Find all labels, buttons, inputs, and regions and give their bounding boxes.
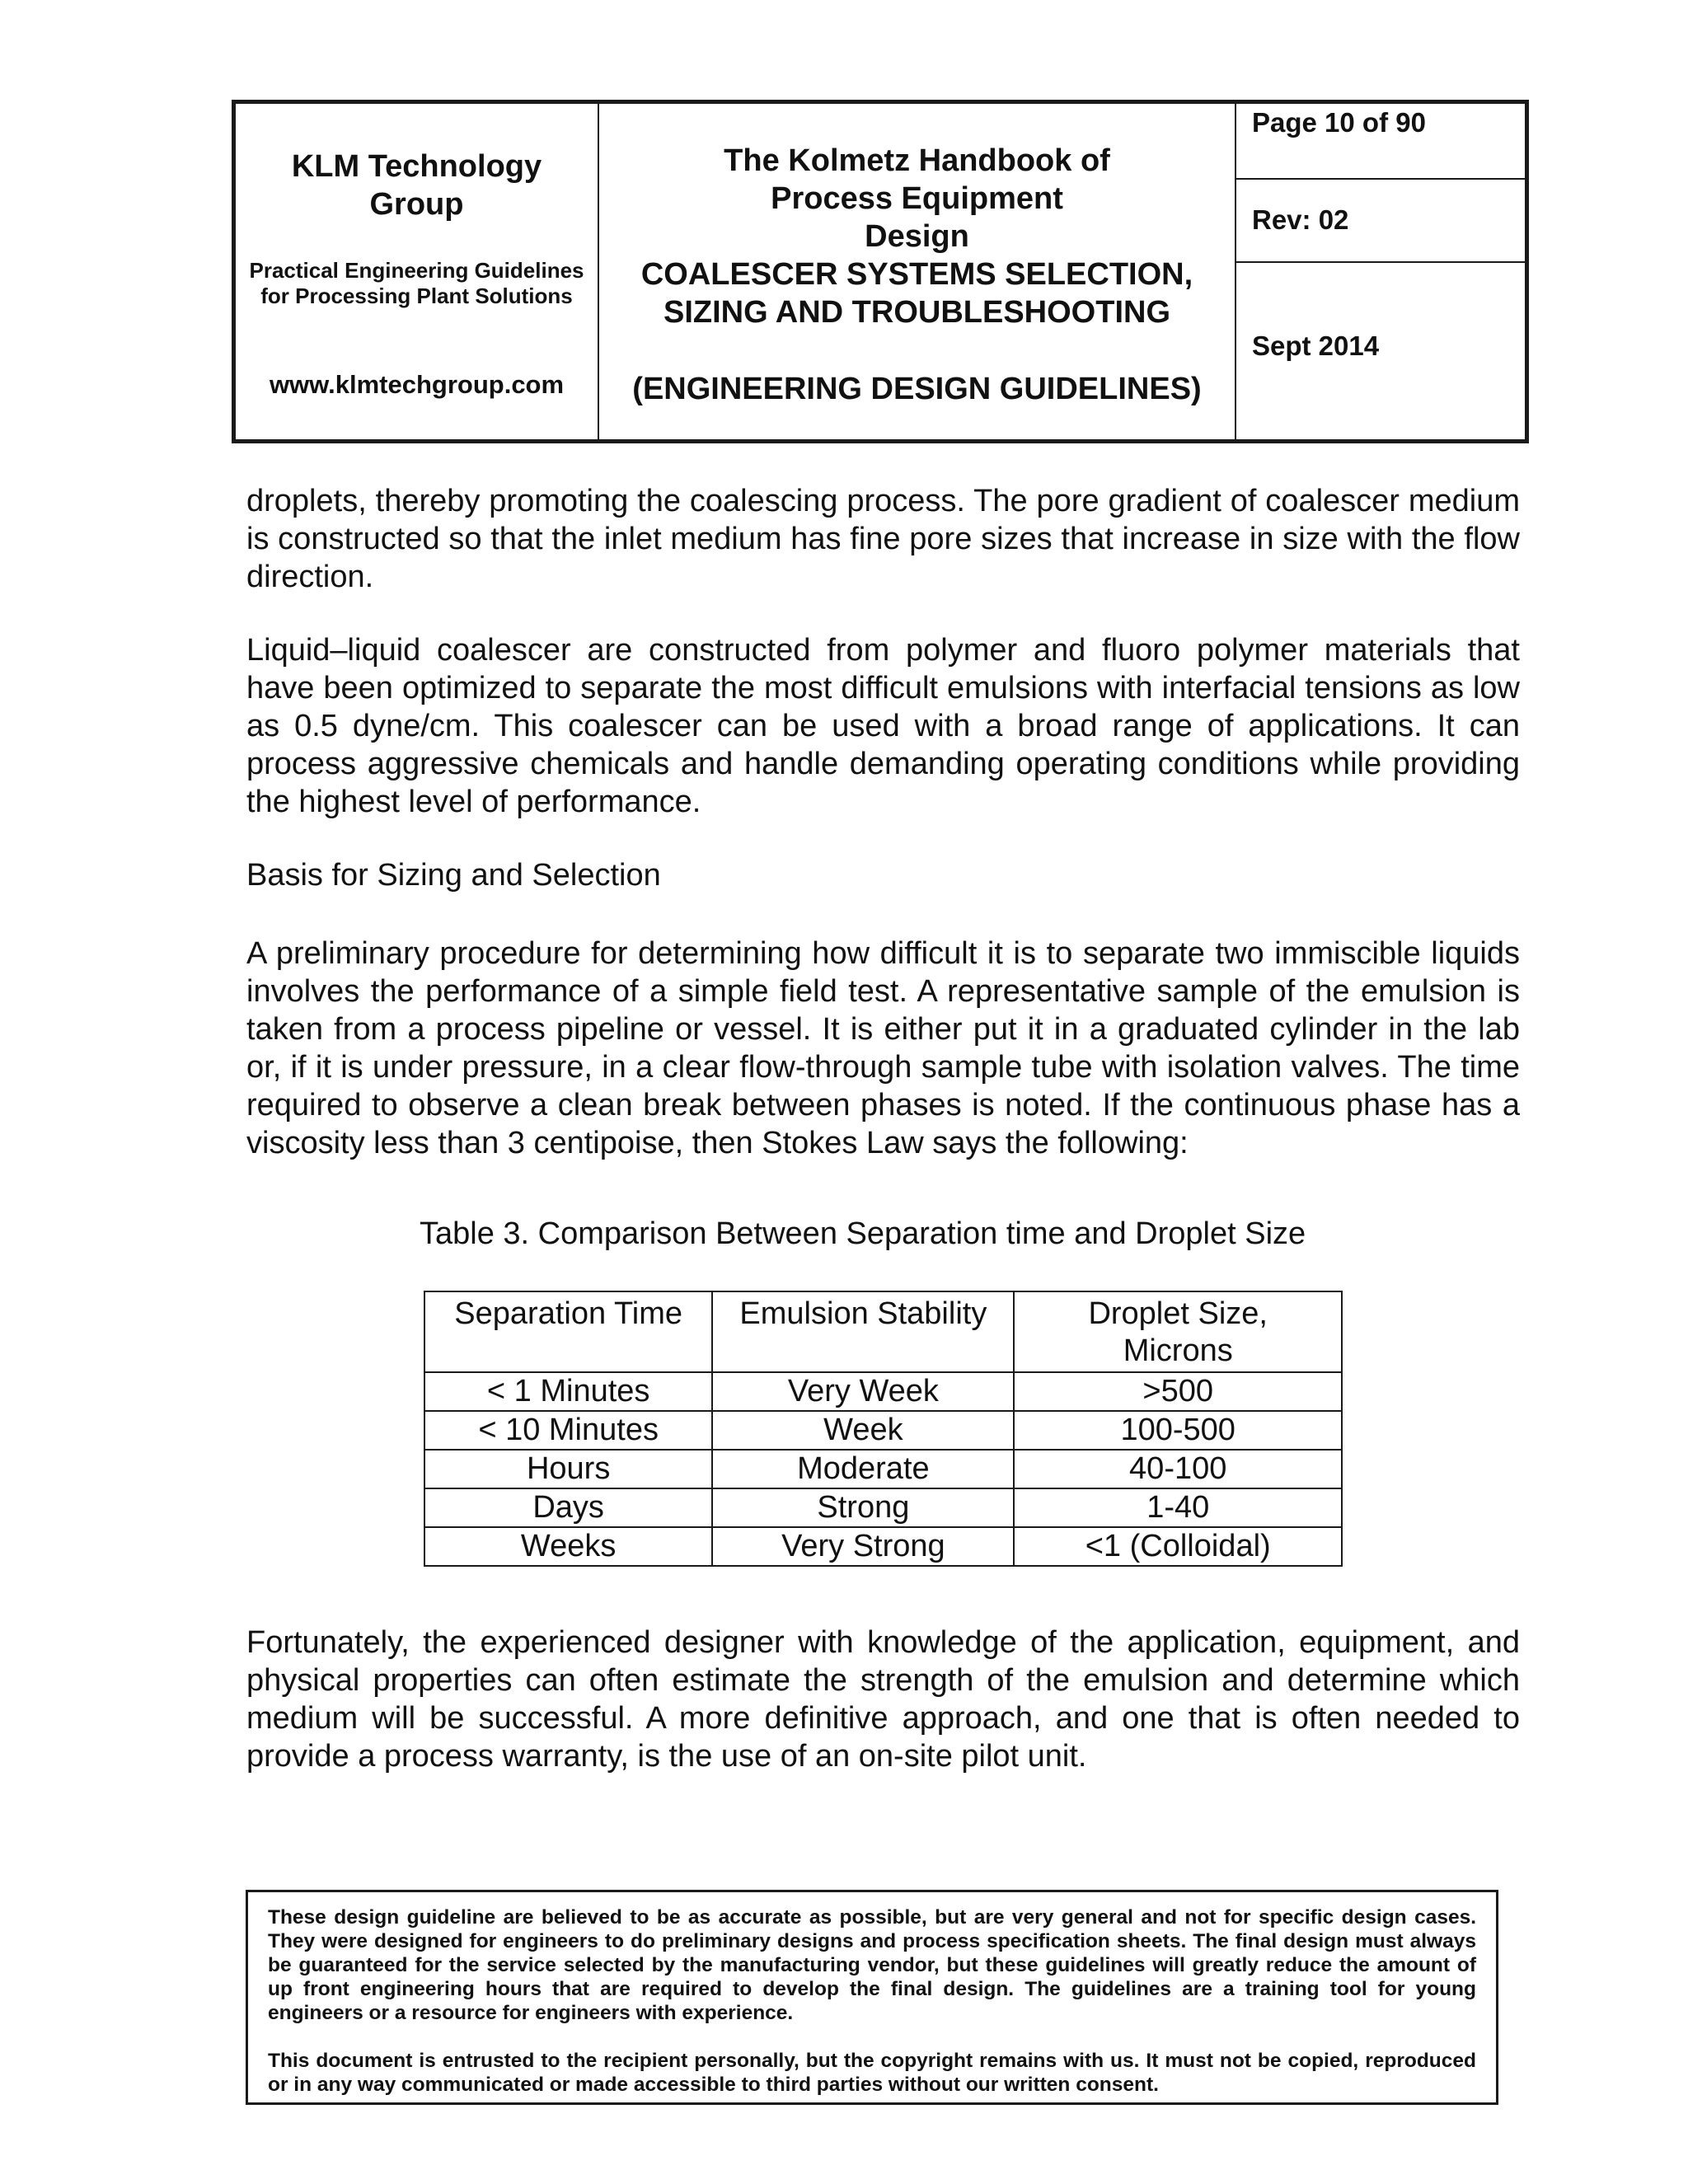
table-cell: <1 (Colloidal): [1014, 1527, 1342, 1566]
section-heading: Basis for Sizing and Selection: [246, 858, 661, 893]
table-cell: Days: [424, 1488, 712, 1527]
table-cell: >500: [1014, 1372, 1342, 1411]
page-number: Page 10 of 90: [1236, 104, 1525, 180]
handbook-title: The Kolmetz Handbook of Process Equipment Design: [724, 143, 1110, 254]
table-cell: Very Strong: [712, 1527, 1014, 1566]
doc-subtitle: (ENGINEERING DESIGN GUIDELINES): [632, 372, 1202, 406]
header-separation-time: Separation Time: [424, 1291, 712, 1372]
header-emulsion-stability: Emulsion Stability: [712, 1291, 1014, 1372]
table-row: [424, 1488, 1342, 1527]
table-cell: 1-40: [1014, 1488, 1342, 1527]
body-paragraph-4: Fortunately, the experienced designer with knowledge of the application, equipment, and physical properties can often estimate the strength of the emulsion and determine which medium will be successful. A more definitive approach, and one that is often needed to provide a process warranty, is the use of an on-site pilot unit.: [246, 1625, 1520, 1774]
table-cell: < 10 Minutes: [424, 1411, 712, 1450]
table-header-row: [424, 1291, 1342, 1372]
disclaimer-box: [246, 1890, 1498, 2105]
org-tagline: Practical Engineering Guidelines for Processing Plant Solutions: [249, 258, 584, 308]
header-title-cell: [599, 104, 1236, 439]
table-cell: Weeks: [424, 1527, 712, 1566]
doc-title-line1: COALESCER SYSTEMS SELECTION,: [640, 257, 1193, 292]
table-cell: Week: [712, 1411, 1014, 1450]
table-caption: Table 3. Comparison Between Separation time and Droplet Size: [420, 1216, 1306, 1251]
table-cell: 100-500: [1014, 1411, 1342, 1450]
table-cell: < 1 Minutes: [424, 1372, 712, 1411]
issue-date: Sept 2014: [1252, 330, 1380, 361]
document-header: [232, 100, 1529, 443]
disclaimer-paragraph-2: This document is entrusted to the recipient personally, but the copyright remains with us. It must not be copied, reproduced or in any way communicated or made accessible to third parties without our written consent.: [268, 2050, 1476, 2096]
body-paragraph-1: droplets, thereby promoting the coalescing process. The pore gradient of coalescer medium is constructed so that the inlet medium has fine pore sizes that increase in size with the flow direction.: [246, 484, 1520, 594]
table-row: [424, 1450, 1342, 1488]
header-meta-cell: [1236, 104, 1525, 439]
header-org-cell: [236, 104, 599, 439]
table-cell: Very Week: [712, 1372, 1014, 1411]
table-cell: Strong: [712, 1488, 1014, 1527]
doc-title-line2: SIZING AND TROUBLESHOOTING: [663, 295, 1171, 330]
table-row: [424, 1411, 1342, 1450]
revision: Rev: 02: [1236, 180, 1525, 263]
header-droplet-size: Droplet Size, Microns: [1014, 1291, 1342, 1372]
table-row: [424, 1372, 1342, 1411]
body-paragraph-3: A preliminary procedure for determining how difficult it is to separate two immiscible liquids involves the performance of a simple field test. A representative sample of the emulsion is taken from a process pipeline or vessel. It is either put it in a graduated cylinder in the lab or, if it is under pressure, in a clear flow-through sample tube with isolation valves. The time required to observe a clean break between phases is noted. If the continuous phase has a viscosity less than 3 centipoise, then Stokes Law says the following:: [246, 936, 1520, 1160]
body-paragraph-2: Liquid–liquid coalescer are constructed from polymer and fluoro polymer materials that have been optimized to separate the most difficult emulsions with interfacial tensions as low as 0.5 dyne/cm. This coalescer can be used with a broad range of applications. It can process aggressive chemicals and handle demanding operating conditions while providing the highest level of performance.: [246, 633, 1520, 819]
table-cell: Hours: [424, 1450, 712, 1488]
org-name: KLM Technology Group: [291, 149, 542, 222]
org-website: www.klmtechgroup.com: [269, 370, 565, 399]
table-cell: 40-100: [1014, 1450, 1342, 1488]
separation-table: [424, 1291, 1343, 1567]
disclaimer-paragraph-1: These design guideline are believed to be as accurate as possible, but are very general and not for specific design cases. They were designed for engineers to do preliminary designs and process specification sheets. The final design must always be guaranteed for the service selected by the manufacturing vendor, but these guidelines will greatly reduce the amount of up front engineering hours that are required to develop the final design. The guidelines are a training tool for young engineers or a resource for engineers with experience.: [268, 1906, 1476, 2024]
table-row: [424, 1527, 1342, 1566]
table-cell: Moderate: [712, 1450, 1014, 1488]
